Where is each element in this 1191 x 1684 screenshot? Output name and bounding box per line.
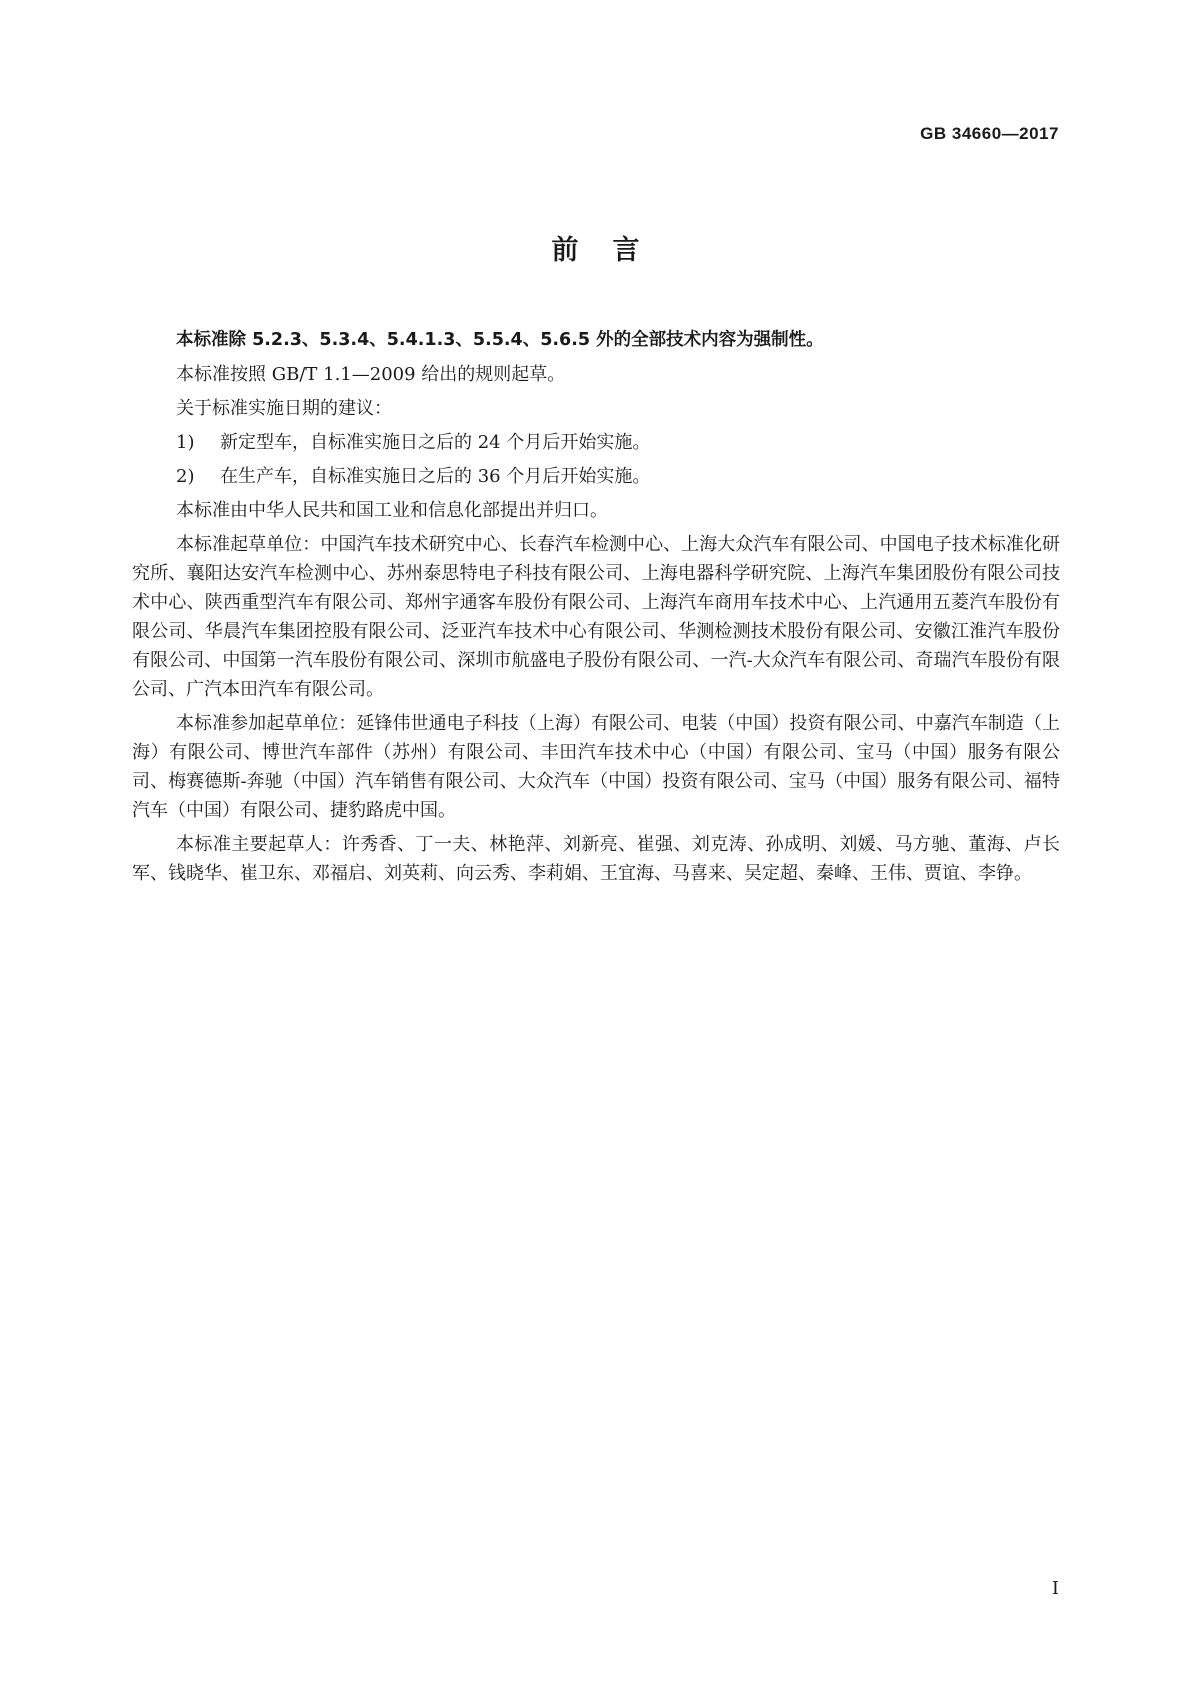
implementation-intro: 关于标准实施日期的建议： <box>176 398 392 419</box>
page-number: I <box>1051 1578 1059 1599</box>
page-title: 前言 <box>551 235 674 266</box>
drafting-units-paragraph: 本标准起草单位：中国汽车技术研究中心、长春汽车检测中心、上海大众汽车有限公司、中国电子技术标准化研究所、襄阳达安汽车检测中心、苏州泰思特电子科技有限公司、上海电器科学研究院、上海汽车集团股份有限公司技术中心、陕西重型汽车有限公司、郑州宇通客车股份有限公司、上海汽车商用车技术中心、上汽通用五菱汽车股份有限公司、华晨汽车集团控股有限公司、泛亚汽车技术中心有限公司、华测检测技术股份有限公司、安徽江淮汽车股份有限公司、中国第一汽车股份有限公司、深圳市航盛电子股份有限公司、一汽-大众汽车有限公司、奇瑞汽车股份有限公司、广汽本田汽车有限公司。 <box>132 534 1060 700</box>
mandatory-statement: 本标准除 5.2.3、5.3.4、5.4.1.3、5.5.4、5.6.5 外的全部技术内容为强制性。 <box>176 330 824 350</box>
foreword-body <box>132 326 1060 893</box>
proposed-by-statement: 本标准由中华人民共和国工业和信息化部提出并归口。 <box>176 500 608 521</box>
list-item <box>132 428 1060 457</box>
list-item-text: 新定型车，自标准实施日之后的 24 个月后开始实施。 <box>220 432 651 453</box>
list-item <box>132 462 1060 491</box>
main-drafters-paragraph: 本标准主要起草人：许秀香、丁一夫、林艳萍、刘新亮、崔强、刘克涛、孙成明、刘媛、马方驰、董海、卢长军、钱晓华、崔卫东、邓福启、刘英莉、向云秀、李莉娟、王宜海、马喜来、吴定超、秦峰、王伟、贾谊、李铮。 <box>132 834 1060 884</box>
list-item-number: 1) <box>176 432 195 453</box>
list-item-number: 2) <box>176 466 195 487</box>
participating-units-paragraph: 本标准参加起草单位：延锋伟世通电子科技（上海）有限公司、电装（中国）投资有限公司、中嘉汽车制造（上海）有限公司、博世汽车部件（苏州）有限公司、丰田汽车技术中心（中国）有限公司、宝马（中国）服务有限公司、梅赛德斯-奔驰（中国）汽车销售有限公司、大众汽车（中国）投资有限公司、宝马（中国）服务有限公司、福特汽车（中国）有限公司、捷豹路虎中国。 <box>132 713 1060 821</box>
standard-number: GB 34660—2017 <box>920 124 1059 143</box>
list-item-text: 在生产车，自标准实施日之后的 36 个月后开始实施。 <box>220 466 651 487</box>
drafting-rule-statement: 本标准按照 GB/T 1.1—2009 给出的规则起草。 <box>176 364 566 385</box>
